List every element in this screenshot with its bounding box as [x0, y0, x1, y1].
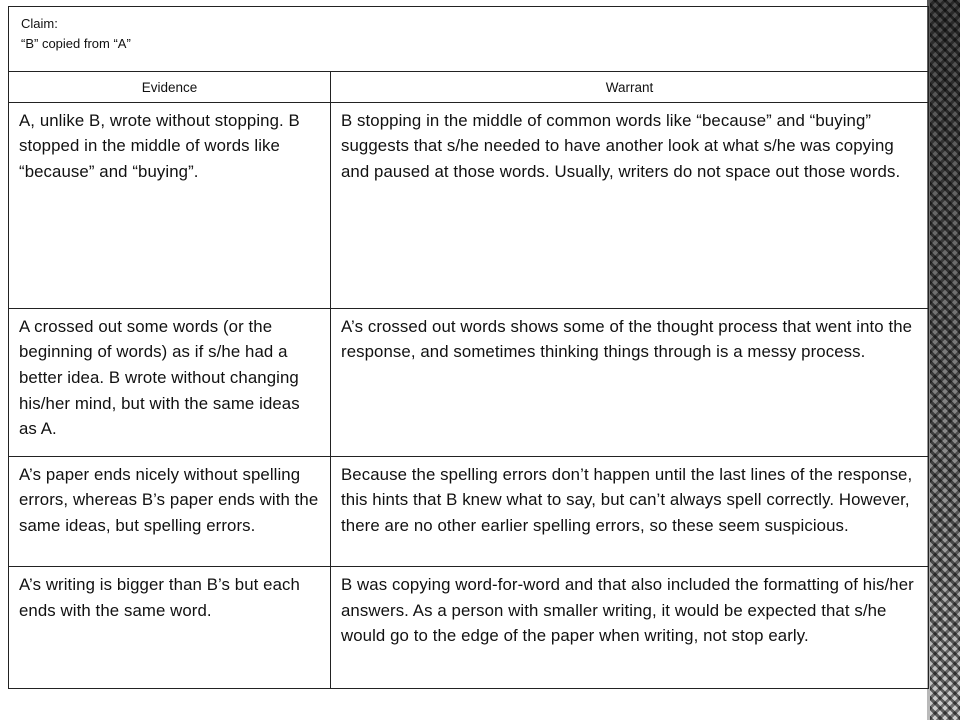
warrant-cell	[331, 456, 929, 567]
table-row	[9, 456, 929, 567]
warrant-text: Because the spelling errors don’t happen until the last lines of the response, this hints that B knew what to say, but can’t always spell correctly. However, there are no other earlier spelling errors, so these seem suspicious.	[341, 464, 913, 535]
evidence-cell	[9, 567, 331, 689]
evidence-text: A’s paper ends nicely without spelling errors, whereas B’s paper ends with the same ideas, but spelling errors.	[19, 464, 319, 535]
claim-evidence-warrant-table	[8, 6, 929, 689]
warrant-text: B stopping in the middle of common words like “because” and “buying” suggests that s/he needed to have another look at what s/he was copying and paused at those words. Usually, writers do not space out those words.	[341, 110, 901, 181]
evidence-text: A, unlike B, wrote without stopping. B stopped in the middle of words like “because” and “buying”.	[19, 110, 300, 181]
evidence-text: A crossed out some words (or the beginning of words) as if s/he had a better idea. B wrote without changing his/her mind, but with the same ideas as A.	[19, 316, 300, 439]
warrant-header-label: Warrant	[605, 79, 654, 95]
claim-text: “B” copied from “A”	[21, 36, 131, 51]
table-row	[9, 308, 929, 456]
side-decoration-pattern	[930, 0, 960, 720]
warrant-cell	[331, 102, 929, 308]
claim-cell	[9, 7, 929, 72]
evidence-header-label: Evidence	[141, 79, 198, 95]
warrant-text: A’s crossed out words shows some of the thought process that went into the response, and sometimes thinking things through is a messy process.	[341, 316, 913, 362]
header-row	[9, 72, 929, 102]
evidence-text: A’s writing is bigger than B’s but each ends with the same word.	[19, 575, 300, 620]
evidence-cell	[9, 308, 331, 456]
claim-row	[9, 7, 929, 72]
table-row	[9, 102, 929, 308]
warrant-cell	[331, 308, 929, 456]
warrant-cell	[331, 567, 929, 689]
evidence-cell	[9, 102, 331, 308]
table-row	[9, 567, 929, 689]
evidence-cell	[9, 456, 331, 567]
warrant-text: B was copying word-for-word and that also included the formatting of his/her answers. As a person with smaller writing, it would be expected that s/he would go to the edge of the paper when writing, not stop early.	[341, 575, 914, 646]
claim-label: Claim:	[21, 16, 58, 31]
warrant-header	[331, 72, 929, 102]
evidence-header	[9, 72, 331, 102]
